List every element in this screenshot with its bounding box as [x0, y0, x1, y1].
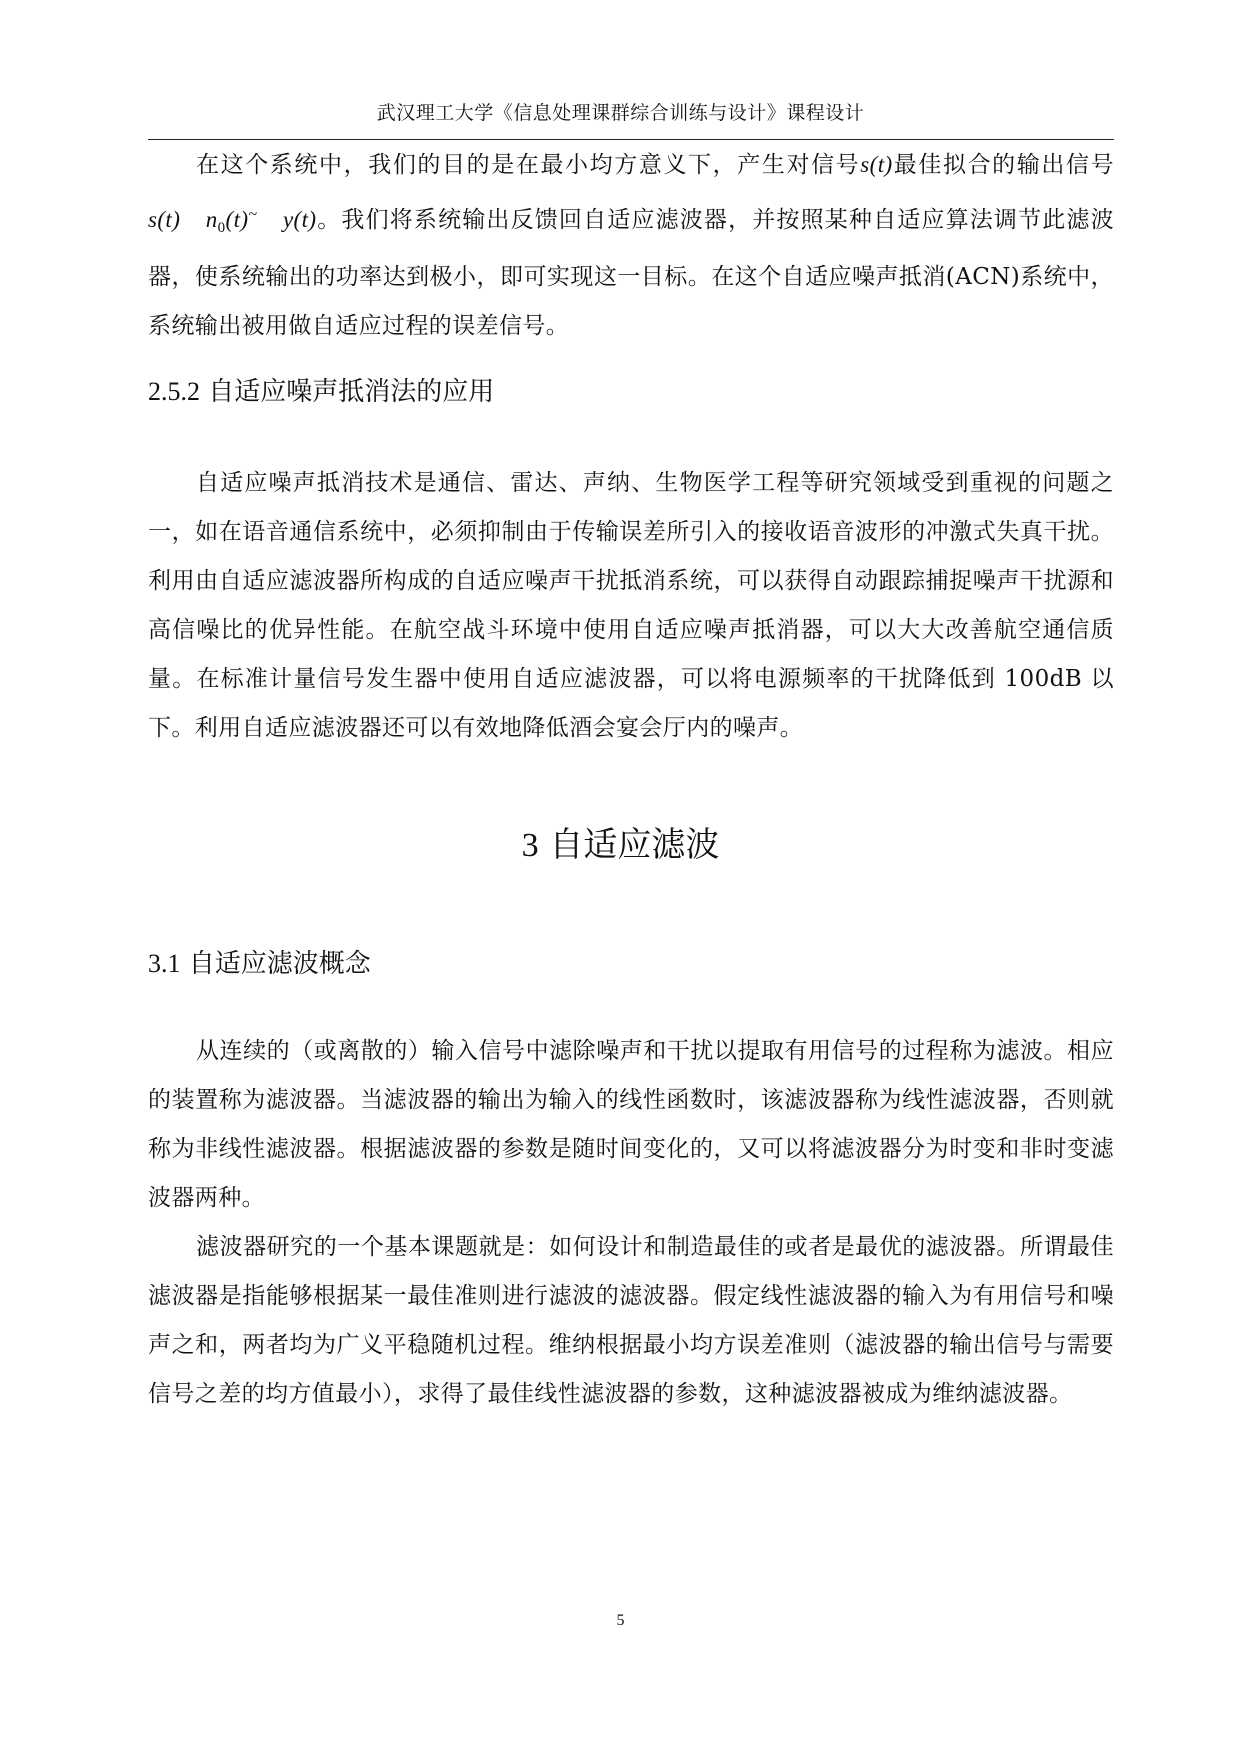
section-2-5-2-paragraph: 自适应噪声抵消技术是通信、雷达、声纳、生物医学工程等研究领域受到重视的问题之一，如在语音通信系统中，必须抑制由于传输误差所引入的接收语音波形的冲激式失真干扰。利用由自适应滤波器所构成的自适应噪声干扰抵消系统，可以获得自动跟踪捕捉噪声干扰源和高信噪比的优异性能。在航空战斗环境中使用自适应噪声抵消器，可以大大改善航空通信质量。在标准计量信号发生器中使用自适应滤波器，可以将电源频率的干扰降低到 100dB 以下。利用自适应滤波器还可以有效地降低酒会宴会厅内的噪声。 — [148, 470, 1114, 741]
section-title: 自适应滤波概念 — [188, 949, 371, 979]
section-3-1-paragraph-2: 滤波器研究的一个基本课题就是：如何设计和制造最佳的或者是最优的滤波器。所谓最佳滤波器是指能够根据某一最佳准则进行滤波的滤波器。假定线性滤波器的输入为有用信号和噪声之和，两者均为广义平稳随机过程。维纳根据最小均方误差准则（滤波器的输出信号与需要信号之差的均方值最小），求得了最佳线性滤波器的参数，这种滤波器被成为维纳滤波器。 — [148, 1234, 1114, 1407]
intro-text-b: 最佳拟合的输出信号 — [892, 152, 1114, 178]
signal-s-1: s(t) — [860, 152, 893, 177]
intro-text-c: 。我们将系统输出反馈回自适应滤波器，并按照某种自适应算法调节此滤波器，使系统输出的功率达到极小，即可实现这一目标。在这个自适应噪声抵消(ACN)系统中，系统输出被用做自适应过程的误差信号。 — [148, 207, 1114, 339]
section-3-1-paragraph-1: 从连续的（或离散的）输入信号中滤除噪声和干扰以提取有用信号的过程称为滤波。相应的装置称为滤波器。当滤波器的输出为输入的线性函数时，该滤波器称为线性滤波器，否则就称为非线性滤波器。根据滤波器的参数是随时间变化的，又可以将滤波器分为时变和非时变滤波器两种。 — [148, 1038, 1114, 1211]
page-header: 武汉理工大学《信息处理课群综合训练与设计》课程设计 — [376, 102, 865, 124]
chapter-number: 3 — [521, 827, 539, 864]
section-heading-3-1 — [148, 944, 371, 984]
intro-text-a: 在这个系统中，我们的目的是在最小均方意义下，产生对信号 — [196, 152, 861, 178]
intro-paragraph — [148, 140, 1114, 351]
section-number: 2.5.2 — [148, 377, 200, 406]
signal-s-2: s(t) — [148, 207, 181, 232]
noise-n0: $n_0(t)^\sim$ — [205, 206, 258, 236]
chapter-heading-3 — [0, 820, 1241, 871]
page-number: 5 — [616, 1612, 625, 1629]
chapter-title: 自适应滤波 — [549, 825, 720, 865]
section-heading-2-5-2 — [148, 372, 494, 412]
section-number: 3.1 — [148, 949, 181, 978]
output-y: y(t) — [282, 207, 317, 232]
section-title: 自适应噪声抵消法的应用 — [208, 377, 495, 407]
